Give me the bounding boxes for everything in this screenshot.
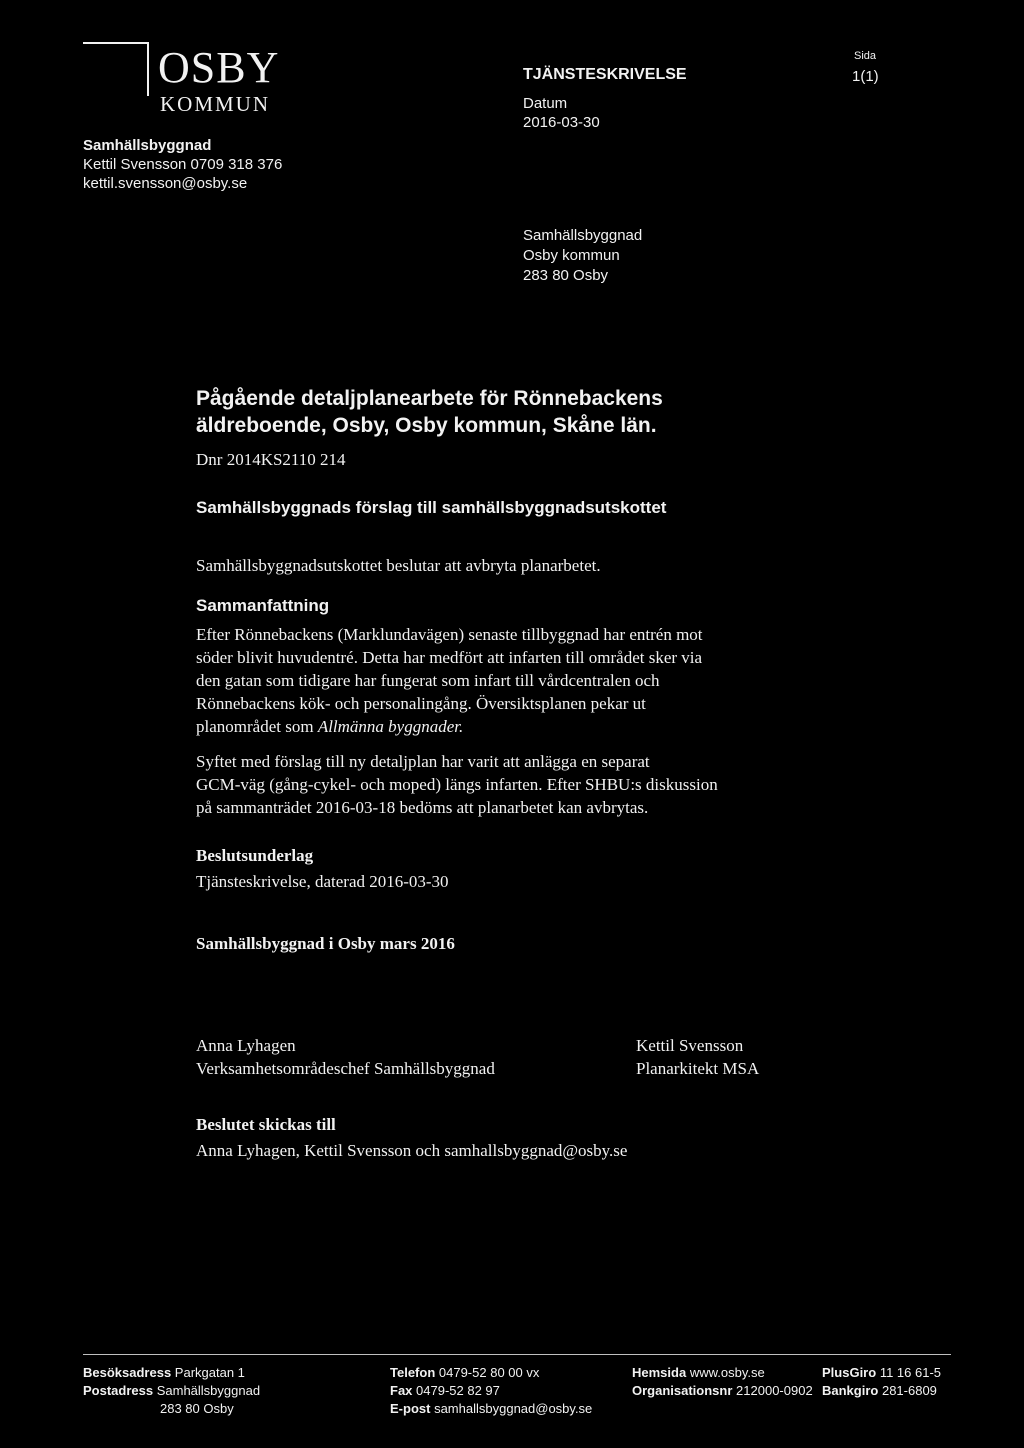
- sender-contact: Kettil Svensson 0709 318 376: [83, 156, 283, 173]
- summary-line: Efter Rönnebackens (Marklundavägen) senaste tillbyggnad har entrén mot: [196, 625, 703, 644]
- signature-right-title: Planarkitekt MSA: [636, 1059, 760, 1078]
- summary-line-text: planområdet som: [196, 717, 318, 736]
- distribution-heading: Beslutet skickas till: [196, 1115, 336, 1134]
- dnr: Dnr 2014KS2110 214: [196, 450, 346, 469]
- logo-word: OSBY: [158, 43, 280, 92]
- date-value: 2016-03-30: [523, 114, 600, 131]
- footer-label: Postadress: [83, 1383, 154, 1398]
- footer-fax: [390, 1382, 500, 1400]
- closing-place-date: Samhällsbyggnad i Osby mars 2016: [196, 934, 455, 953]
- summary-line: GCM-väg (gång-cykel- och moped) längs infarten. Efter SHBU:s diskussion: [196, 775, 718, 794]
- sender-email: kettil.svensson@osby.se: [83, 175, 248, 192]
- document-title: [196, 385, 663, 439]
- footer-phone: [390, 1364, 539, 1382]
- footer-label: PlusGiro: [822, 1365, 877, 1380]
- basis-text: Tjänsteskrivelse, daterad 2016-03-30: [196, 872, 449, 891]
- summary-line: Rönnebackens kök- och personalingång. Översiktsplanen pekar ut: [196, 694, 646, 713]
- sender-department: Samhällsbyggnad: [83, 137, 212, 154]
- title-line-1: Pågående detaljplanearbete för Rönnebackens: [196, 387, 663, 410]
- date-label: Datum: [523, 95, 568, 112]
- summary-line: den gatan som tidigare har fungerat som infart till vårdcentralen och: [196, 671, 660, 690]
- logo-subtitle: KOMMUN: [160, 92, 271, 116]
- page-label: Sida: [854, 50, 877, 62]
- recipient-line-3: 283 80 Osby: [523, 267, 609, 284]
- distribution-text: Anna Lyhagen, Kettil Svensson och samhallsbyggnad@osby.se: [196, 1141, 628, 1160]
- footer-value: Parkgatan 1: [174, 1365, 245, 1380]
- logo-mark: [83, 42, 149, 96]
- footer-bankgiro: [822, 1382, 937, 1400]
- footer-label: Bankgiro: [822, 1383, 879, 1398]
- proposal-heading: Samhällsbyggnads förslag till samhällsbyggnadsutskottet: [196, 498, 667, 517]
- doc-type: TJÄNSTESKRIVELSE: [523, 66, 687, 83]
- summary-line: söder blivit huvudentré. Detta har medfört att infarten till området sker via: [196, 648, 703, 667]
- summary-heading: Sammanfattning: [196, 596, 330, 615]
- footer-label: Telefon: [390, 1365, 436, 1380]
- footer-label: Hemsida: [632, 1365, 687, 1380]
- footer-divider: [83, 1354, 951, 1355]
- recipient-line-2: Osby kommun: [523, 247, 620, 264]
- summary-line: på sammanträdet 2016-03-18 bedöms att planarbetet kan avbrytas.: [196, 798, 649, 817]
- footer-value: 11 16 61-5: [879, 1365, 942, 1380]
- footer-website: [632, 1364, 765, 1382]
- footer-org-number: [632, 1382, 813, 1400]
- footer-email: [390, 1400, 592, 1418]
- footer-value: Samhällsbyggnad: [156, 1383, 261, 1398]
- footer-label: Organisationsnr: [632, 1383, 733, 1398]
- page-value: 1(1): [852, 68, 879, 85]
- footer-post-address: [83, 1382, 260, 1400]
- footer-value: 212000-0902: [736, 1383, 813, 1398]
- summary-paragraph-1: [196, 623, 836, 738]
- footer-label: E-post: [390, 1401, 431, 1416]
- summary-line: Syftet med förslag till ny detaljplan har varit att anlägga en separat: [196, 752, 650, 771]
- footer-plusgiro: [822, 1364, 941, 1382]
- footer-value: 0479-52 82 97: [416, 1383, 500, 1398]
- footer-value: 0479-52 80 00 vx: [438, 1365, 540, 1380]
- summary-paragraph-2: [196, 750, 836, 819]
- recipient-line-1: Samhällsbyggnad: [523, 227, 643, 244]
- title-line-2: äldreboende, Osby, Osby kommun, Skåne län.: [196, 414, 657, 437]
- footer-value: 281-6809: [881, 1383, 937, 1398]
- footer-label: Fax: [390, 1383, 413, 1398]
- signature-right-name: Kettil Svensson: [636, 1036, 744, 1055]
- basis-heading: Beslutsunderlag: [196, 846, 314, 865]
- signature-left-name: Anna Lyhagen: [196, 1036, 296, 1055]
- footer-label: Besöksadress: [83, 1365, 172, 1380]
- footer-post-city: 283 80 Osby: [160, 1401, 234, 1416]
- footer-value: www.osby.se: [689, 1365, 765, 1380]
- summary-line: [196, 715, 836, 738]
- signature-left-title: Verksamhetsområdeschef Samhällsbyggnad: [196, 1059, 495, 1078]
- proposal-text: Samhällsbyggnadsutskottet beslutar att avbryta planarbetet.: [196, 556, 601, 575]
- footer-visit-address: [83, 1364, 245, 1382]
- footer-value: samhallsbyggnad@osby.se: [434, 1401, 593, 1416]
- land-use-term: Allmänna byggnader.: [317, 717, 464, 736]
